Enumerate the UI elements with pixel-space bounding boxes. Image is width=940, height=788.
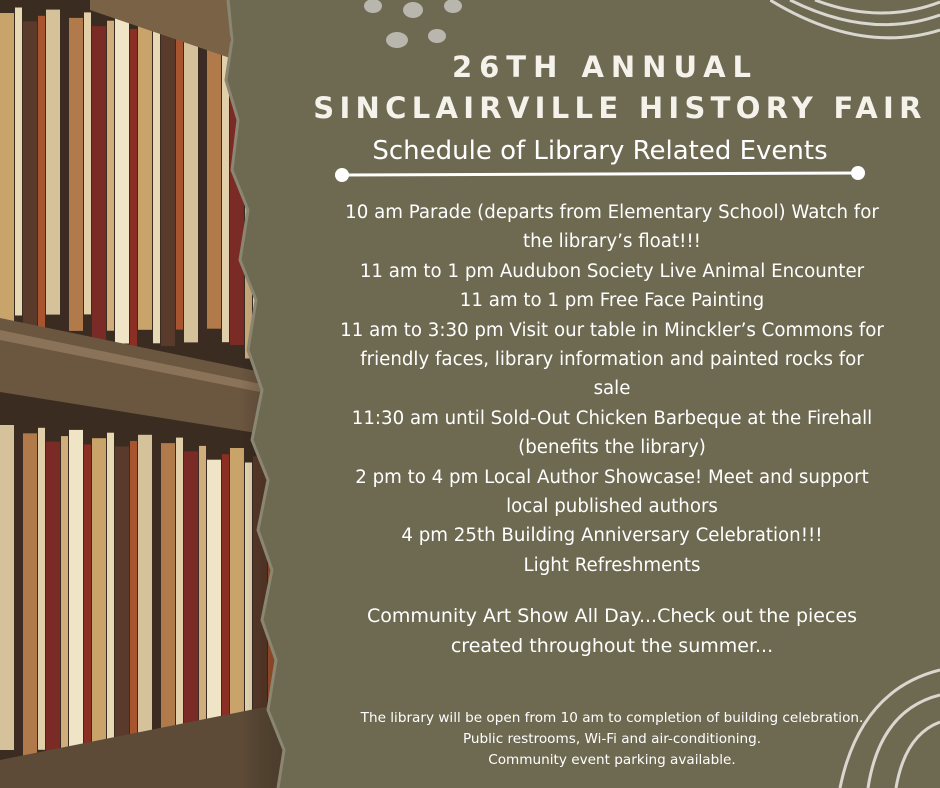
- event-line: the library’s float!!!: [523, 231, 701, 253]
- title-line-2: SINCLAIRVILLE HISTORY FAIR: [313, 91, 927, 125]
- art-show-line: Community Art Show All Day...Check out the pieces: [366, 605, 858, 627]
- event-line: 11 am to 1 pm Audubon Society Live Animal Encounter: [359, 260, 865, 282]
- event-line: 2 pm to 4 pm Local Author Showcase! Meet and support: [355, 466, 869, 488]
- art-show-note: [302, 601, 922, 661]
- bookshelf-photo: [0, 0, 320, 788]
- subtitle: Schedule of Library Related Events: [372, 136, 828, 166]
- event-line: friendly faces, library information and painted rocks for: [360, 349, 864, 371]
- event-line: sale: [593, 378, 631, 400]
- art-show-line: created throughout the summer...: [450, 635, 774, 657]
- event-line: 4 pm 25th Building Anniversary Celebration!!!: [401, 525, 823, 547]
- subtitle-underline: [332, 165, 868, 185]
- event-line: (benefits the library): [518, 437, 706, 459]
- event-line: 10 am Parade (departs from Elementary School) Watch for: [345, 202, 879, 223]
- event-line: local published authors: [506, 496, 718, 518]
- event-line: 11:30 am until Sold-Out Chicken Barbeque at the Firehall: [351, 407, 873, 429]
- title-line-1: 26TH ANNUAL: [451, 50, 759, 84]
- footer-line: The library will be open from 10 am to completion of building celebration.: [360, 710, 864, 726]
- footer-line: Public restrooms, Wi-Fi and air-conditioning.: [462, 731, 762, 747]
- event-schedule: [302, 198, 922, 580]
- event-line: Light Refreshments: [523, 554, 701, 576]
- footer-info: [302, 708, 922, 771]
- event-line: 11 am to 3:30 pm Visit our table in Minckler’s Commons for: [340, 319, 884, 341]
- decorative-dots: [355, 0, 485, 55]
- event-line: 11 am to 1 pm Free Face Painting: [459, 290, 765, 312]
- footer-line: Community event parking available.: [488, 752, 736, 768]
